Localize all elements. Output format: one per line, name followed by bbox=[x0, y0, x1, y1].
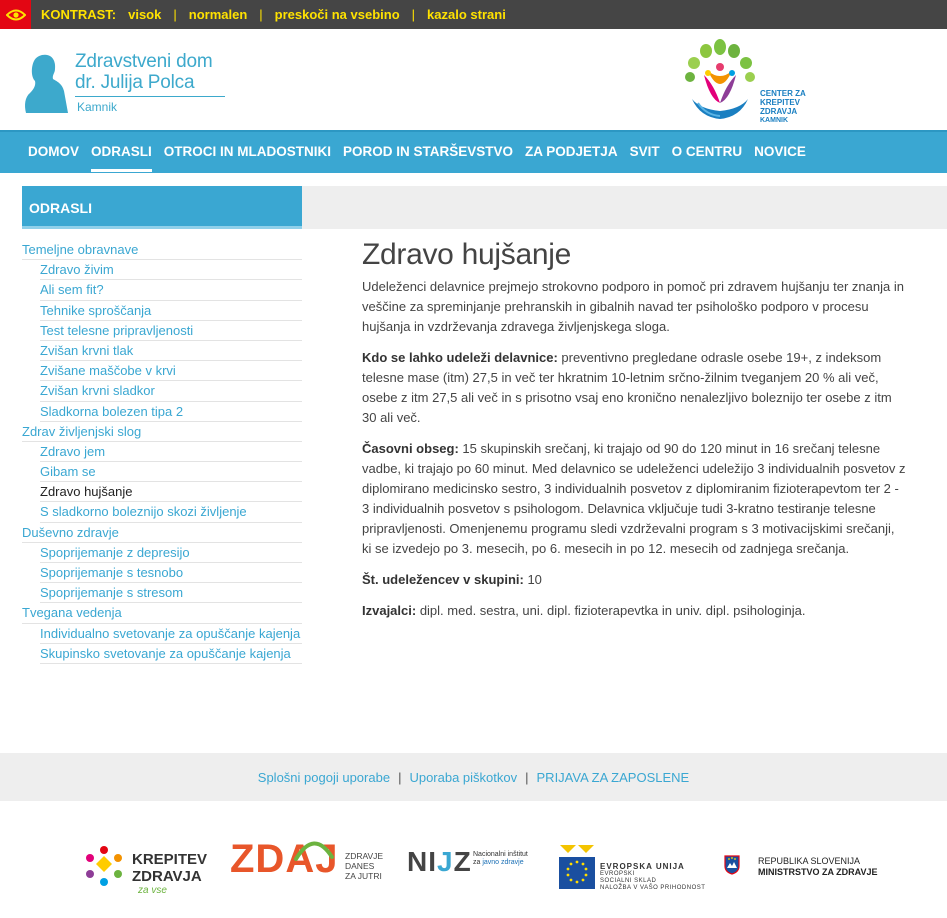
time-label: Časovni obseg: bbox=[362, 441, 459, 456]
terms-link[interactable]: Splošni pogoji uporabe bbox=[257, 769, 391, 785]
ckz-line-3: ZDRAVJA bbox=[760, 107, 798, 116]
portrait-logo-icon bbox=[22, 51, 70, 115]
separator: | bbox=[411, 7, 416, 22]
ckz-line-1: CENTER ZA bbox=[760, 89, 806, 98]
slo-line-2-bold: MINISTRSTVO ZA ZDRAVJE bbox=[758, 867, 878, 877]
article-count bbox=[362, 570, 907, 590]
sidebar-item[interactable]: Skupinsko svetovanje za opuščanje kajenja bbox=[40, 644, 302, 664]
nav-item-domov[interactable]: DOMOV bbox=[28, 144, 80, 159]
sidebar-item[interactable]: Spoprijemanje s stresom bbox=[40, 583, 302, 603]
sidebar-item[interactable]: Zdravo jem bbox=[40, 442, 302, 462]
staff-text: dipl. med. sestra, uni. dipl. fizioterapevtka in univ. dipl. psihologinja. bbox=[416, 603, 806, 618]
zdaj-arc-icon bbox=[292, 835, 336, 863]
count-label: Št. udeležencev v skupini: bbox=[362, 572, 524, 587]
logo-divider bbox=[75, 96, 225, 97]
article-time bbox=[362, 439, 907, 559]
sitemap-link[interactable]: kazalo strani bbox=[427, 7, 506, 22]
logo-line-1: Zdravstveni dom bbox=[75, 51, 213, 72]
sidebar-item[interactable]: Tehnike sproščanja bbox=[40, 301, 302, 321]
time-text: 15 skupinskih srečanj, ki trajajo od 90 do 120 minut in 16 srečanj telesne vadbe, ki trajajo po 60 minut. Med delavnico se udeleženci udeležijo 3 individualnih posvetov z diplomirano medicinsko sestro, 3 individualnih posvetov z diplomiranim fizioterapevtom ter 2 - 3 individualnih posvetov s psihologom. Delavnica vključuje tudi 3-kratno testiranje telesne pripravljenosti. Omenjenemu programu sledi vzdrževalni program s 3 motivacijskimi srečanji, ki se izvedejo po 3. mesecih, po 6. mesecih in po 12. mesecih od zadnjega srečanja. bbox=[362, 441, 906, 556]
staff-label: Izvajalci: bbox=[362, 603, 417, 618]
logo-line-2: dr. Julija Polca bbox=[75, 72, 195, 93]
nijz-logo[interactable] bbox=[407, 846, 528, 878]
sidebar-item[interactable]: Duševno zdravje bbox=[22, 523, 302, 543]
logo-line-3: Kamnik bbox=[77, 100, 118, 114]
nijz-small-2-prefix: za bbox=[473, 859, 483, 866]
slo-line-1: REPUBLIKA SLOVENIJA bbox=[758, 856, 861, 866]
who-label: Kdo se lahko udeleži delavnice: bbox=[362, 350, 558, 365]
eu-line-1: EVROPSKA UNIJA bbox=[600, 862, 685, 871]
nav-item-svit[interactable]: SVIT bbox=[629, 144, 660, 159]
krepitev-line-2: ZDRAVJA bbox=[132, 868, 202, 885]
page-title: Zdravo hujšanje bbox=[362, 238, 571, 271]
contrast-label: KONTRAST: bbox=[41, 7, 117, 22]
sidebar-item[interactable]: Test telesne pripravljenosti bbox=[40, 321, 302, 341]
tree-logo-icon bbox=[680, 37, 760, 129]
contrast-high-link[interactable]: visok bbox=[128, 7, 162, 22]
sidebar-item[interactable]: Zdravo hujšanje bbox=[40, 482, 302, 502]
sidebar-item[interactable]: Sladkorna bolezen tipa 2 bbox=[40, 402, 302, 422]
nijz-small-1: Nacionalni inštitut bbox=[473, 851, 528, 858]
zdaj-logo[interactable] bbox=[230, 837, 384, 882]
sidebar-item[interactable]: Spoprijemanje s tesnobo bbox=[40, 563, 302, 583]
who-text: preventivno pregledane odrasle osebe 19+, z indeksom telesne mase (itm) 27,5 in več ter hkratnim 10-letnim srčno-žilnim tveganjem 20 % ali več, osebe z itm 27,5 ali več in s prisotno vsaj eno kronično nenalezljivo boleznijo ter osebe z itm 30 ali več. bbox=[362, 350, 892, 425]
sidebar-item[interactable]: Zdrav življenjski slog bbox=[22, 422, 302, 442]
sidebar-item[interactable]: Zvišan krvni sladkor bbox=[40, 381, 302, 401]
accessibility-bar bbox=[0, 0, 947, 29]
article-staff bbox=[362, 601, 907, 621]
nav-item-za-podjetja[interactable]: ZA PODJETJA bbox=[525, 144, 618, 159]
nijz-small-2-bold: javno zdravje bbox=[482, 859, 524, 866]
zdaj-small-3: ZA JUTRI bbox=[345, 871, 382, 881]
sidebar-item[interactable]: Individualno svetovanje za opuščanje kajenja bbox=[40, 624, 302, 644]
ckz-logo[interactable] bbox=[680, 37, 820, 129]
partner-logos bbox=[0, 801, 947, 918]
krepitev-line-1: KREPITEV bbox=[132, 851, 208, 868]
slovenia-coat-of-arms-icon bbox=[724, 855, 740, 875]
nijz-j: J bbox=[437, 846, 454, 877]
footer bbox=[0, 753, 947, 801]
ckz-line-4: KAMNIK bbox=[760, 117, 788, 124]
eu-line-2: EVROPSKI bbox=[600, 871, 635, 877]
nijz-small-2 bbox=[473, 859, 528, 867]
zdaj-small-2: DANES bbox=[345, 861, 375, 871]
eu-line-3: SOCIALNI SKLAD bbox=[600, 878, 657, 884]
separator: | bbox=[525, 769, 529, 785]
employee-login-link[interactable]: PRIJAVA ZA ZAPOSLENE bbox=[536, 769, 690, 785]
skip-to-content-link[interactable]: preskoči na vsebino bbox=[274, 7, 400, 22]
nav-item-o-centru[interactable]: O CENTRU bbox=[671, 144, 743, 159]
eu-flag-icon bbox=[558, 843, 596, 891]
nijz-wordmark bbox=[407, 846, 472, 877]
ckz-line-2: KREPITEV bbox=[760, 98, 801, 107]
article-who bbox=[362, 348, 907, 428]
nav-item-otroci-in-mladostniki[interactable]: OTROCI IN MLADOSTNIKI bbox=[163, 144, 332, 159]
separator: | bbox=[259, 7, 263, 22]
contrast-normal-link[interactable]: normalen bbox=[188, 7, 248, 22]
nav-item-porod-in-star-evstvo[interactable]: POROD IN STARŠEVSTVO bbox=[343, 144, 514, 159]
sidebar-item[interactable]: Tvegana vedenja bbox=[22, 603, 302, 623]
sidebar-title: ODRASLI bbox=[22, 186, 302, 229]
krepitev-line-3: za vse bbox=[138, 885, 167, 896]
article bbox=[362, 238, 907, 632]
sidebar-item[interactable]: Temeljne obravnave bbox=[22, 240, 302, 260]
people-circle-icon bbox=[82, 844, 126, 888]
sidebar-item[interactable]: Ali sem fit? bbox=[40, 280, 302, 300]
zdaj-wordmark: ZDAJ bbox=[230, 837, 339, 881]
sidebar-item[interactable]: Zvišan krvni tlak bbox=[40, 341, 302, 361]
zdaj-small-1: ZDRAVJE bbox=[345, 851, 384, 861]
sidebar-item[interactable]: Gibam se bbox=[40, 462, 302, 482]
count-text: 10 bbox=[523, 572, 542, 587]
separator: | bbox=[173, 7, 177, 22]
site-header bbox=[0, 29, 947, 130]
separator: | bbox=[398, 769, 402, 785]
sidebar-item[interactable]: Zdravo živim bbox=[40, 260, 302, 280]
nav-item-novice[interactable]: NOVICE bbox=[754, 144, 806, 159]
article-intro: Udeleženci delavnice prejmejo strokovno podporo in pomoč pri zdravem hujšanju ter znanja in veščine za spreminjanje prehranskih in gibalnih navad ter psihološko podporo v procesu hujšanja in vzdrževanja zdravega življenjskega sloga. bbox=[362, 279, 904, 334]
nijz-prefix: NI bbox=[407, 846, 437, 877]
nav-item-odrasli[interactable]: ODRASLI bbox=[91, 132, 152, 173]
site-logo[interactable] bbox=[22, 47, 232, 117]
eu-line-4: NALOŽBA V VAŠO PRIHODNOST bbox=[600, 885, 706, 891]
sidebar-menu bbox=[22, 240, 302, 664]
sidebar-item[interactable]: S sladkorno boleznijo skozi življenje bbox=[40, 502, 302, 522]
sidebar-item[interactable]: Zvišane maščobe v krvi bbox=[40, 361, 302, 381]
main-nav bbox=[0, 130, 947, 173]
slo-line-2 bbox=[758, 867, 878, 878]
eye-icon[interactable] bbox=[0, 0, 31, 29]
sidebar-item[interactable]: Spoprijemanje z depresijo bbox=[40, 543, 302, 563]
cookies-link[interactable]: Uporaba piškotkov bbox=[409, 769, 518, 785]
nijz-suffix: Z bbox=[453, 846, 472, 877]
